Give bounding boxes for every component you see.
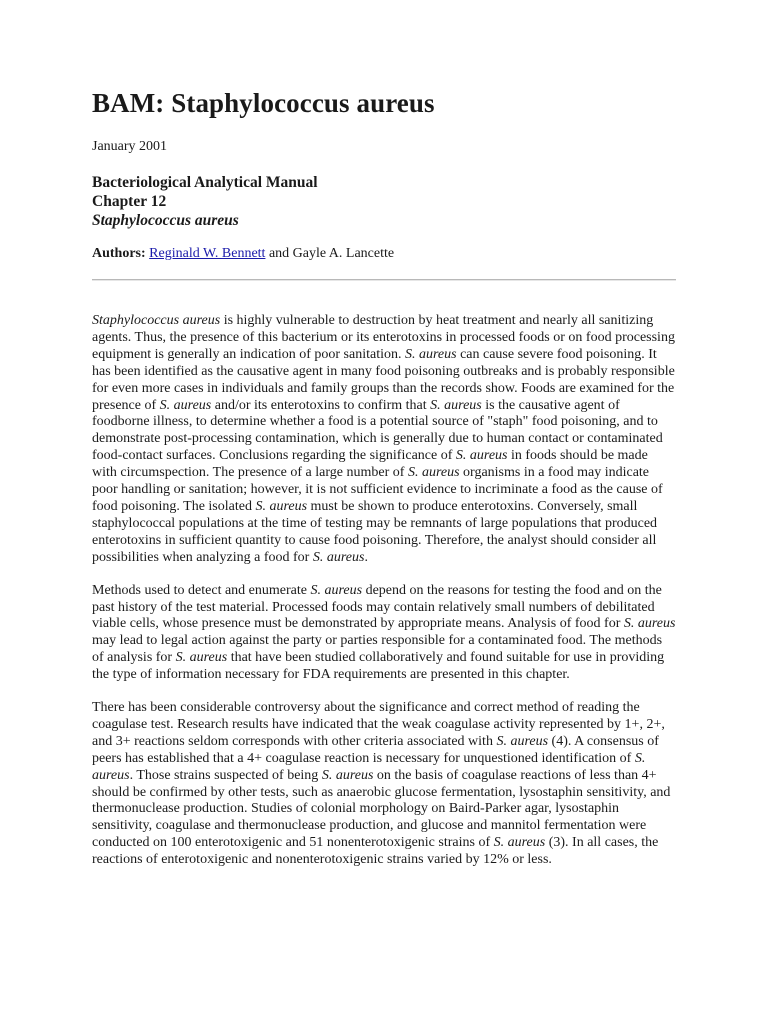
authors-line (92, 246, 394, 262)
body-text (92, 313, 676, 885)
text-run: may lead to legal action against the party or parties responsible for a contaminated food. The methods of analysis for (92, 633, 663, 666)
authors-rest: and Gayle A. Lancette (268, 246, 395, 261)
paragraph-3 (92, 700, 676, 869)
italic-term: S. aureus (496, 733, 549, 749)
italic-term: S. aureus (455, 448, 508, 464)
text-run: Methods used to detect and enumerate (92, 582, 311, 598)
text-run: in foods should be made with circumspection. The presence of a large number of (92, 448, 648, 481)
text-run: (3). In all cases, the reactions of enterotoxigenic and nonenterotoxigenic strains varied by 12% or less. (92, 835, 659, 868)
italic-term: S. aureus (312, 549, 365, 565)
chapter-title: Staphylococcus aureus (92, 212, 239, 229)
text-run: There has been considerable controversy about the significance and correct method of reading the coagulase test. Research results have indicated that the weak coagulase activity represented by 1+, 2+, and 3+ reactions seldom corresponds with other criteria associated with (92, 700, 665, 749)
italic-term: S. aureus (175, 650, 228, 666)
chapter-number: Chapter 12 (92, 193, 167, 210)
italic-term: Staphylococcus aureus (92, 313, 221, 328)
italic-term: S. aureus (623, 616, 676, 632)
text-run: on the basis of coagulase reactions of less than 4+ should be confirmed by other tests, such as anaerobic glucose fermentation, lysostaphin sensitivity, and thermonuclease production. Studies of colonial morphology on Baird-Parker agar, lysostaphin sensitivity, coagulase and thermonuclease production, and glucose and mannitol fermentation were conducted on 100 enterotoxigenic and 51 nonenterotoxigenic strains of (92, 767, 671, 851)
text-run: (4). A consensus of peers has established that a 4+ coagulase reaction is necessary for unquestioned identification of (92, 733, 659, 766)
text-run: . Those strains suspected of being (129, 767, 322, 783)
paragraph-1 (92, 313, 676, 567)
text-run: can cause severe food poisoning. It has been identified as the causative agent in many food poisoning outbreaks and is probably responsible for even more cases in individuals and family groups than the records show. Foods are examined for the presence of (92, 346, 675, 413)
italic-term: S. aureus (310, 582, 363, 598)
authors-label: Authors: (92, 246, 146, 261)
publication-date: January 2001 (92, 139, 168, 154)
italic-term: S. aureus (92, 750, 646, 783)
italic-term: S. aureus (321, 767, 374, 783)
text-run: is highly vulnerable to destruction by heat treatment and nearly all sanitizing agents. Thus, the presence of this bacterium or its enterotoxins in processed foods or on food processing equipment is generally an indication of poor sanitation. (92, 313, 675, 362)
text-run: . (364, 549, 368, 565)
author-link-bennett[interactable]: Reginald W. Bennett (149, 246, 266, 261)
chapter-heading (92, 173, 318, 230)
text-run: organisms in a food may indicate poor handling or sanitation; however, it is not sufficient evidence to incriminate a food as the cause of food poisoning. The isolated (92, 465, 663, 514)
manual-name: Bacteriological Analytical Manual (92, 174, 318, 191)
text-run: depend on the reasons for testing the food and on the past history of the test material. Processed foods may contain relatively small numbers of debilitated viable cells, whose presence must be demonstrated by appropriate means. Analysis of food for (92, 582, 662, 632)
italic-term: S. aureus (430, 397, 482, 413)
paragraph-2 (92, 583, 676, 684)
italic-term: S. aureus (404, 346, 457, 362)
text-run: must be shown to produce enterotoxins. Conversely, small staphylococcal populations at the time of testing may be remnants of large populations that produced enterotoxins in sufficient quantity to cause food poisoning. Therefore, the analyst should consider all possibilities when analyzing a food for (92, 498, 658, 565)
text-run: is the causative agent of foodborne illness, to determine whether a food is a potential source of "staph" food poisoning, and to demonstrate post-processing contamination, which is generally due to human contact or contaminated food-contact surfaces. Conclusions regarding the significance of (92, 397, 663, 464)
italic-term: S. aureus (255, 498, 308, 514)
italic-term: S. aureus (159, 397, 212, 413)
text-run: and/or its enterotoxins to confirm that (211, 397, 431, 413)
horizontal-divider (92, 279, 676, 281)
italic-term: S. aureus (407, 465, 460, 481)
text-run: that have been studied collaboratively and found suitable for use in providing the type of information necessary for FDA requirements are presented in this chapter. (92, 650, 665, 683)
italic-term: S. aureus (493, 835, 546, 851)
page-title: BAM: Staphylococcus aureus (92, 88, 435, 118)
